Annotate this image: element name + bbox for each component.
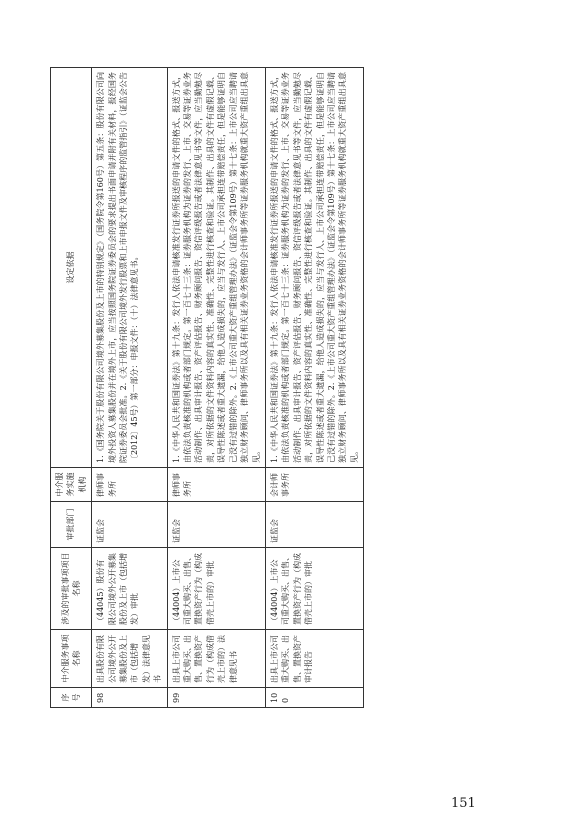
row-approval-department: 证监会 bbox=[265, 502, 363, 548]
row-implementing-agency: 律师事务所 bbox=[92, 468, 167, 502]
legal-basis-text: 1.《中华人民共和国证券法》第十九条：发行人依法申请核准发行证券所报送的申请文件的格式、报送方式，由依法负责核准的机构或者部门规定。第一百七十三条：证券服务机构为证券的发行、上市、交易等证券业务活动制作、出具审计报告、资产评估报告、财务顾问报告、资信评级报告或者法律意见书等文件，应当勤勉尽责，对所依据的文件资料内容的真实性、准确性、完整性进行核查和验证。其制作、出具的文件有虚假记载、误导性陈述或者重大遗漏，给他人造成损失的，应当与发行人、上市公司承担连带赔偿责任，但是能够证明自己没有过错的除外。2.《上市公司重大资产重组管理办法》（证监会令第109号）第十七条：上市公司应当聘请独立财务顾问、律师事务所以及具有相关证券业务资格的会计师事务所等证券服务机构就重大资产重组出具意见。 bbox=[269, 72, 359, 463]
table-header-row bbox=[51, 68, 92, 708]
intermediary-services-table bbox=[50, 67, 364, 708]
row-service-item: 出具上市公司重大购买、出售、置换资产审计报告 bbox=[265, 630, 363, 688]
row-legal-basis bbox=[167, 68, 265, 468]
row-approval-department: 证监会 bbox=[92, 502, 167, 548]
row-service-item: 出具上市公司重大购买、出售、置换资产行为（构成借壳上市的）法律意见书 bbox=[167, 630, 265, 688]
row-approval-department: 证监会 bbox=[167, 502, 265, 548]
header-implementing-agency: 中介服务实施机构 bbox=[51, 468, 92, 502]
rotated-table-page bbox=[50, 68, 520, 708]
legal-basis-text: 1.《中华人民共和国证券法》第十九条：发行人依法申请核准发行证券所报送的申请文件的格式、报送方式，由依法负责核准的机构或者部门规定。第一百七十三条：证券服务机构为证券的发行、上市、交易等证券业务活动制作、出具审计报告、资产评估报告、财务顾问报告、资信评级报告或者法律意见书等文件，应当勤勉尽责，对所依据的文件资料内容的真实性、准确性、完整性进行核查和验证。其制作、出具的文件有虚假记载、误导性陈述或者重大遗漏，给他人造成损失的，应当与发行人、上市公司承担连带赔偿责任，但是能够证明自己没有过错的除外。2.《上市公司重大资产重组管理办法》（证监会令第109号）第十七条：上市公司应当聘请独立财务顾问、律师事务所以及具有相关证券业务资格的会计师事务所等证券服务机构就重大资产重组出具意见。 bbox=[171, 72, 261, 463]
row-approval-item: （44004）上市公司重大购买、出售、置换资产行为（构成借壳上市的）审批 bbox=[265, 548, 363, 630]
table-row bbox=[167, 68, 265, 708]
row-service-item: 出具股份有限公司境外公开募集股份及上市（包括增发）法律意见书 bbox=[92, 630, 167, 688]
table-row bbox=[265, 68, 363, 708]
row-implementing-agency: 会计师事务所 bbox=[265, 468, 363, 502]
row-serial-number: 98 bbox=[92, 688, 167, 708]
row-legal-basis bbox=[265, 68, 363, 468]
page-number: 151 bbox=[451, 796, 476, 811]
header-approval-item: 涉及的审批事项项目名称 bbox=[51, 548, 92, 630]
row-approval-item: （44004）上市公司重大购买、出售、置换资产行为（构成借壳上市的）审批 bbox=[167, 548, 265, 630]
header-service-item: 中介服务事项名称 bbox=[51, 630, 92, 688]
header-serial-number: 序号 bbox=[51, 688, 92, 708]
row-approval-item: （44045）股份有限公司境外公开募集股份及上市（包括增发）审批 bbox=[92, 548, 167, 630]
legal-basis-text: 1.《国务院关于股份有限公司境外募集股份及上市的特别规定》（国务院令第160号）第五条：股份有限公司向境外投资人募集股份并在境外上市，应当按照国务院证券委员会的要求提出书面申请并附有关材料，报经国务院证券委员会批准。2.《关于股份有限公司境外发行股票和上市申报文件及审核程序的监管指引》（证监会公告〔2012〕45号）第一部分：申报文件：（十）法律意见书。 bbox=[96, 72, 140, 463]
header-legal-basis: 设定依据 bbox=[51, 68, 92, 468]
row-legal-basis bbox=[92, 68, 167, 468]
header-approval-department: 审批部门 bbox=[51, 502, 92, 548]
row-serial-number: 100 bbox=[265, 688, 363, 708]
table-row bbox=[92, 68, 167, 708]
row-implementing-agency: 律师事务所 bbox=[167, 468, 265, 502]
row-serial-number: 99 bbox=[167, 688, 265, 708]
